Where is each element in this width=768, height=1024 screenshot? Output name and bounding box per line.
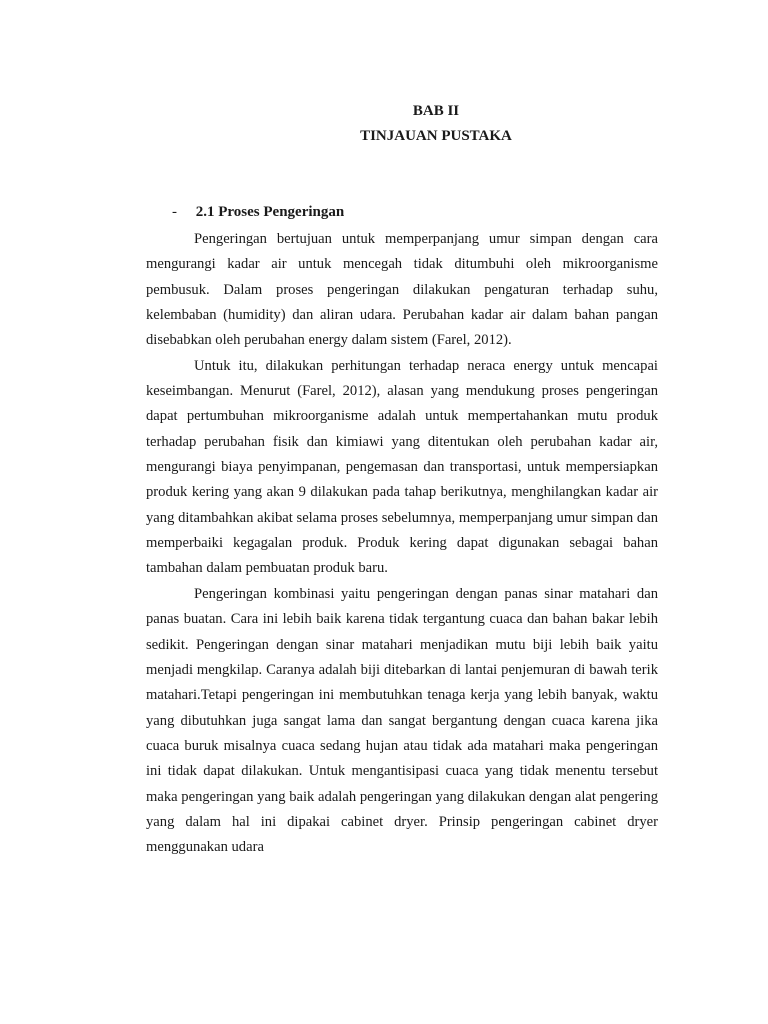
paragraph: Pengeringan bertujuan untuk memperpanjang umur simpan dengan cara mengurangi kadar air untuk mencegah tidak ditumbuhi oleh mikroorganisme pembusuk. Dalam proses pengeringan dilakukan pengaturan terhadap suhu, kelembaban (humidity) dan aliran udara. Perubahan kadar air dalam bahan pangan disebabkan oleh perubahan energy dalam sistem (Farel, 2012). [146,231,658,349]
section-heading-text: 2.1 Proses Pengeringan [195,204,345,220]
body-text [146,227,658,861]
chapter-title: TINJAUAN PUSTAKA [360,128,512,144]
paragraph: Untuk itu, dilakukan perhitungan terhadap neraca energy untuk mencapai keseimbangan. Menurut (Farel, 2012), alasan yang mendukung proses pengeringan dapat pertumbuhan mikroorganisme adalah untuk mempertahankan mutu produk terhadap perubahan fisik dan kimiawi yang ditentukan oleh perubahan kadar air, mengurangi biaya penyimpanan, pengemasan dan transportasi, untuk mempersiapkan produk kering yang akan 9 dilakukan pada tahap berikutnya, menghilangkan kadar air yang ditambahkan akibat selama proses sebelumnya, memperpanjang umur simpan dan memperbaiki kegagalan produk. Produk kering dapat digunakan sebagai bahan tambahan dalam pembuatan produk baru. [146,357,658,577]
bullet-dash: - [172,204,177,220]
section-heading [172,204,344,221]
chapter-number: BAB II [412,103,460,119]
paragraph: Pengeringan kombinasi yaitu pengeringan dengan panas sinar matahari dan panas buatan. Cara ini lebih baik karena tidak tergantung cuaca dan bahan bakar lebih sedikit. Pengeringan dengan sinar matahari menjadikan mutu biji lebih baik yaitu menjadi mengkilap. Caranya adalah biji ditebarkan di lantai penjemuran di bawah terik matahari.Tetapi pengeringan ini membutuhkan tenaga kerja yang lebih banyak, waktu yang dibutuhkan juga sangat lama dan sangat bergantung dengan cuaca karena jika cuaca buruk misalnya cuaca sedang hujan atau tidak ada matahari maka pengeringan ini tidak dapat dilakukan. Untuk mengantisipasi cuaca yang tidak menentu tersebut maka pengeringan yang baik adalah pengeringan yang dilakukan dengan alat pengering yang dalam hal ini dipakai cabinet dryer. Prinsip pengeringan cabinet dryer menggunakan udara [146,585,658,856]
